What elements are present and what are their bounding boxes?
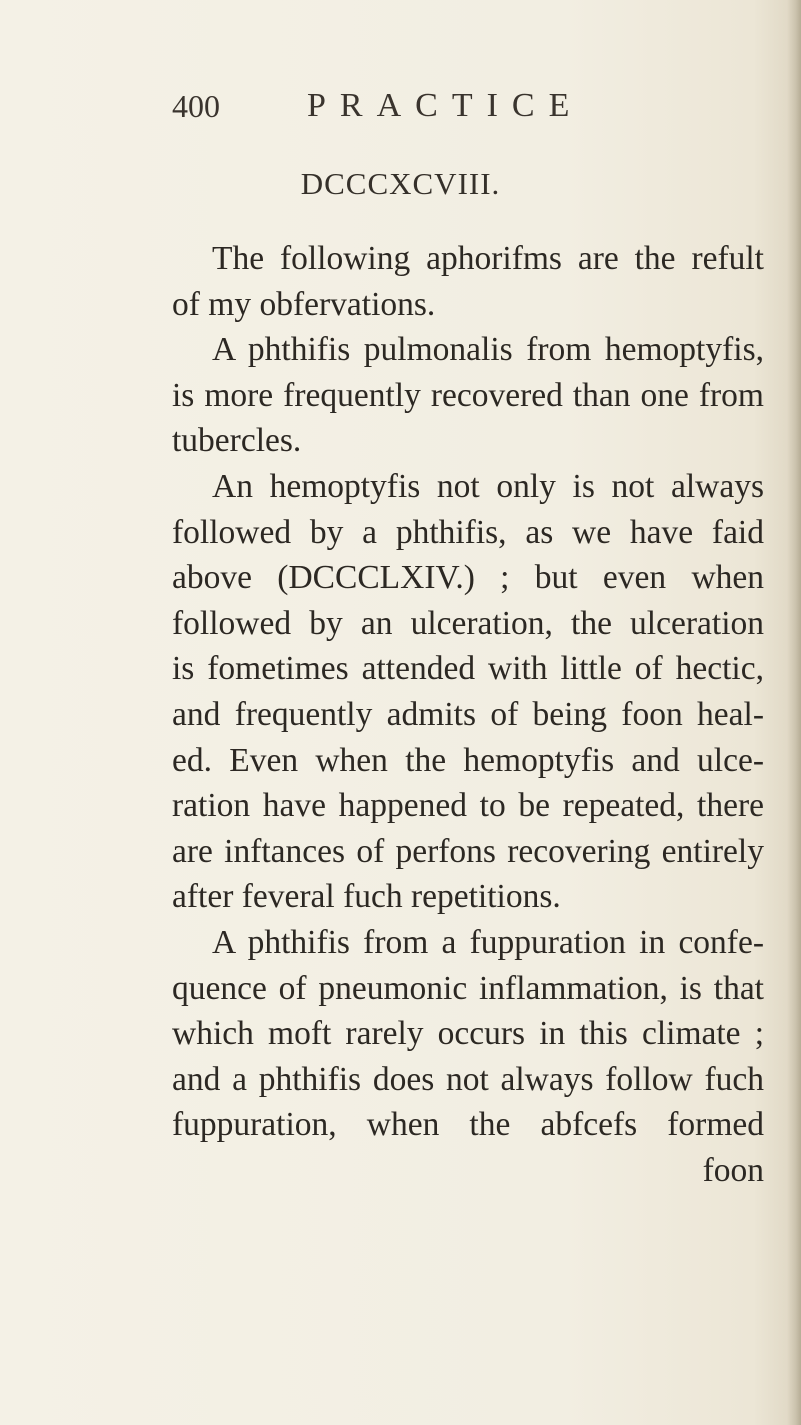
text-line: fuppuration, when the abfcefs formed	[172, 1106, 764, 1144]
body-text	[172, 236, 764, 1193]
section-number: DCCCXCVIII.	[300, 166, 501, 201]
running-head	[172, 84, 652, 128]
text-line: after feveral fuch repetitions.	[172, 878, 561, 916]
text-line: and a phthifis does not always follow fuch	[172, 1060, 764, 1098]
text-line: The following aphorifms are the refult	[212, 240, 764, 277]
text-line: which moft rarely occurs in this climate ;	[172, 1015, 764, 1053]
text-line: is more frequently recovered than one from	[172, 376, 764, 414]
catchword: foon	[702, 1151, 764, 1189]
page-number: 400	[172, 88, 220, 124]
text-line: above (DCCCLXIV.) ; but even when	[172, 559, 764, 597]
text-line: followed by an ulceration, the ulceration	[172, 604, 764, 642]
text-line: followed by a phthifis, as we have faid	[172, 513, 764, 551]
text-line: of my obfervations.	[172, 285, 436, 323]
text-line: ed. Even when the hemoptyfis and ulce-	[172, 741, 764, 779]
text-line: An hemoptyfis not only is not always	[212, 467, 764, 505]
text-line: A phthifis from a fuppuration in confe-	[212, 923, 764, 961]
running-title: PRACTICE	[307, 87, 584, 124]
text-line: and frequently admits of being foon heal-	[172, 695, 764, 733]
text-line: A phthifis pulmonalis from hemoptyfis,	[212, 331, 764, 369]
text-line: ration have happened to be repeated, there	[172, 787, 764, 825]
text-line: is fometimes attended with little of hectic,	[172, 650, 764, 688]
text-line: quence of pneumonic inflammation, is that	[172, 969, 764, 1007]
page-edge-shadow	[787, 0, 801, 1425]
text-line: tubercles.	[172, 422, 302, 460]
text-line: are inftances of perfons recovering entirely	[172, 832, 764, 870]
